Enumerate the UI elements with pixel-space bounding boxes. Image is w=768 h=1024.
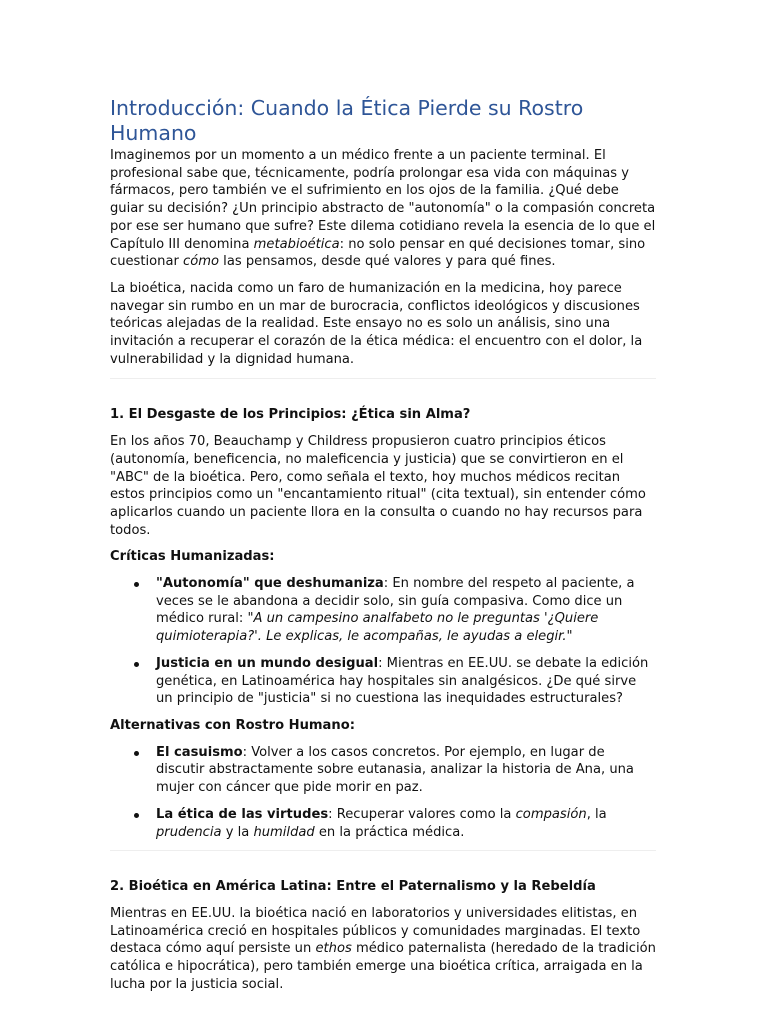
section-2-paragraph: Mientras en EE.UU. la bioética nació en laboratorios y universidades elitistas, en Latinoamérica creció en hospitales públicos y comunidades marginadas. El texto destaca cómo aquí persiste un ethos médico paternalista (heredado de la tradición católica e hipocrática), pero también emerge una bioética crítica, arraigada en la lucha por la justicia social. — [110, 905, 656, 992]
list-item: "Autonomía" que deshumaniza: En nombre del respeto al paciente, a veces se le abandona a decidir solo, sin guía compasiva. Como dice un médico rural: "A un campesino analfabeto no le preguntas '¿Quiere quimioterapia?'. Le explicas, le acompañas, le ayudas a elegir." — [156, 575, 656, 646]
intro-paragraph-1: Imaginemos por un momento a un médico frente a un paciente terminal. El profesional sabe que, técnicamente, podría prolongar esa vida con máquinas y fármacos, pero también ve el sufrimiento en los ojos de la familia. ¿Qué debe guiar su decisión? ¿Un principio abstracto de "autonomía" o la compasión concreta por ese ser humano que sufre? Este dilema cotidiano revela la esencia de lo que el Capítulo III denomina metabioética: no solo pensar en qué decisiones tomar, sino cuestionar cómo las pensamos, desde qué valores y para qué fines. — [110, 148, 656, 270]
page-title: Introducción: Cuando la Ética Pierde su Rostro Humano — [110, 96, 584, 145]
criticas-heading: Críticas Humanizadas: — [110, 549, 275, 565]
section-divider — [110, 850, 656, 851]
section-1-heading: 1. El Desgaste de los Principios: ¿Ética sin Alma? — [110, 407, 471, 423]
criticas-list — [110, 575, 656, 708]
list-item: El casuismo: Volver a los casos concretos. Por ejemplo, en lugar de discutir abstractamente sobre eutanasia, analizar la historia de Ana, una mujer con cáncer que pide morir en paz. — [156, 744, 656, 797]
alternativas-list — [110, 744, 656, 842]
section-2-heading: 2. Bioética en América Latina: Entre el Paternalismo y la Rebeldía — [110, 879, 596, 895]
document-body — [110, 96, 656, 1002]
alternativas-heading: Alternativas con Rostro Humano: — [110, 717, 355, 733]
section-1-paragraph: En los años 70, Beauchamp y Childress propusieron cuatro principios éticos (autonomía, beneficencia, no maleficencia y justicia) que se convirtieron en el "ABC" de la bioética. Pero, como señala el texto, hoy muchos médicos recitan estos principios como un "encantamiento ritual" (cita textual), sin entender cómo aplicarlos cuando un paciente llora en la consulta o cuando no hay recursos para todos. — [110, 434, 646, 538]
list-item: Justicia en un mundo desigual: Mientras en EE.UU. se debate la edición genética, en Latinoamérica hay hospitales sin analgésicos. ¿De qué sirve un principio de "justicia" si no cuestiona las inequidades estructurales? — [156, 655, 656, 708]
intro-paragraph-2: La bioética, nacida como un faro de humanización en la medicina, hoy parece navegar sin rumbo en un mar de burocracia, conflictos ideológicos y discusiones teóricas alejadas de la realidad. Este ensayo no es solo un análisis, sino una invitación a recuperar el corazón de la ética médica: el encuentro con el dolor, la vulnerabilidad y la dignidad humana. — [110, 280, 643, 367]
list-item: La ética de las virtudes: Recuperar valores como la compasión, la prudencia y la humildad en la práctica médica. — [156, 806, 656, 841]
section-divider — [110, 378, 656, 379]
